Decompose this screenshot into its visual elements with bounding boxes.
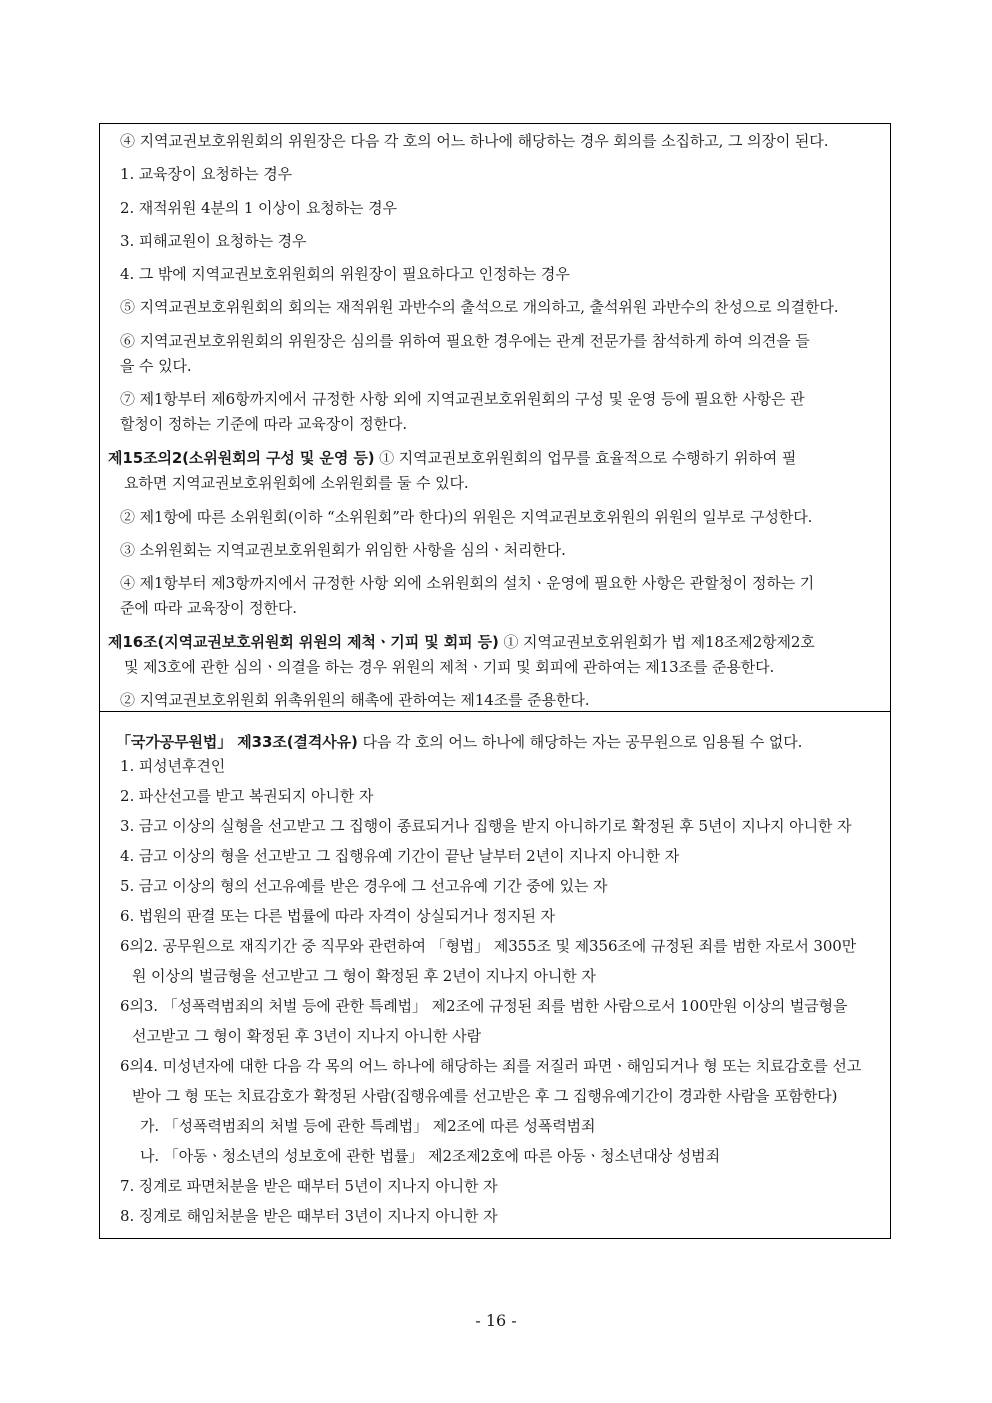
disqualification-item-4: 4. 금고 이상의 형을 선고받고 그 집행유예 기간이 끝난 날부터 2년이 지나지 아니한 자 [120, 847, 680, 865]
article-15-2-paragraph-3: ③ 소위원회는 지역교권보호위원회가 위임한 사항을 심의ㆍ처리한다. [120, 541, 566, 559]
paragraph-6-line-2: 을 수 있다. [120, 357, 192, 375]
article-16-paragraph-2: ② 지역교권보호위원회 위촉위원의 해촉에 관하여는 제14조를 준용한다. [120, 691, 590, 709]
paragraph-7-line-2: 할청이 정하는 기준에 따라 교육장이 정한다. [120, 415, 408, 433]
disqualification-item-6-4-sub-b: 나. 「아동ㆍ청소년의 성보호에 관한 법률」 제2조제2호에 따른 아동ㆍ청소년대상 성범죄 [140, 1147, 720, 1165]
disqualification-item-6-2-line-1: 6의2. 공무원으로 재직기간 중 직무와 관련하여 「형법」 제355조 및 제356조에 규정된 죄를 범한 자로서 300만 [120, 937, 857, 955]
disqualification-item-5: 5. 금고 이상의 형의 선고유예를 받은 경우에 그 선고유예 기간 중에 있는 자 [120, 877, 608, 895]
disqualification-item-6-3-line-2: 선고받고 그 형이 확정된 후 3년이 지나지 아니한 사람 [132, 1027, 481, 1045]
disqualification-item-6-3-line-1: 6의3. 「성폭력범죄의 처벌 등에 관한 특례법」 제2조에 규정된 죄를 범한 사람으로서 100만원 이상의 벌금형을 [120, 997, 848, 1015]
article-16-line-2: 및 제3호에 관한 심의ㆍ의결을 하는 경우 위원의 제척ㆍ기피 및 회피에 관하여는 제13조를 준용한다. [124, 658, 775, 676]
paragraph-4-title: ④ 지역교권보호위원회의 위원장은 다음 각 호의 어느 하나에 해당하는 경우 회의를 소집하고, 그 의장이 된다. [120, 132, 829, 150]
disqualification-item-2: 2. 파산선고를 받고 복권되지 아니한 자 [120, 787, 374, 805]
article-15-2-paragraph-2: ② 제1항에 따른 소위원회(이하 “소위원회”라 한다)의 위원은 지역교권보호위원의 위원의 일부로 구성한다. [120, 508, 813, 526]
disqualification-item-6-4-line-1: 6의4. 미성년자에 대한 다음 각 목의 어느 하나에 해당하는 죄를 저질러 파면ㆍ해임되거나 형 또는 치료감호를 선고 [120, 1057, 862, 1075]
article-33-text: 다음 각 호의 어느 하나에 해당하는 자는 공무원으로 임용될 수 없다. [357, 733, 803, 751]
disqualification-item-6-4-sub-a: 가. 「성폭력범죄의 처벌 등에 관한 특례법」 제2조에 따른 성폭력범죄 [140, 1117, 596, 1135]
disqualification-item-8: 8. 징계로 해임처분을 받은 때부터 3년이 지나지 아니한 자 [120, 1207, 498, 1225]
page-number: - 16 - [475, 1311, 517, 1330]
paragraph-6-line-1: ⑥ 지역교권보호위원회의 위원장은 심의를 위하여 필요한 경우에는 관계 전문가를 참석하게 하여 의견을 들 [120, 332, 810, 350]
article-15-2-line-2: 요하면 지역교권보호위원회에 소위원회를 둘 수 있다. [124, 474, 469, 492]
article-15-2-line-1 [108, 448, 796, 468]
disqualification-item-6: 6. 법원의 판결 또는 다른 법률에 따라 자격이 상실되거나 정지된 자 [120, 907, 555, 925]
article-15-2-text: ① 지역교권보호위원회의 업무를 효율적으로 수행하기 위하여 필 [374, 449, 797, 467]
article-16-line-1 [108, 632, 815, 652]
paragraph-4-item-1: 1. 교육장이 요청하는 경우 [120, 165, 293, 183]
disqualification-item-6-2-line-2: 원 이상의 벌금형을 선고받고 그 형이 확정된 후 2년이 지나지 아니한 자 [132, 967, 596, 985]
article-15-2-paragraph-4-line-2: 준에 따라 교육장이 정한다. [120, 599, 297, 617]
disqualification-item-6-4-line-2: 받아 그 형 또는 치료감호가 확정된 사람(집행유예를 선고받은 후 그 집행유예기간이 경과한 사람을 포함한다) [132, 1087, 838, 1105]
article-16-heading: 제16조(지역교권보호위원회 위원의 제척ㆍ기피 및 회피 등) [108, 633, 499, 651]
civil-service-act-article-33 [116, 732, 802, 752]
article-15-2-heading: 제15조의2(소위원회의 구성 및 운영 등) [108, 449, 375, 467]
disqualification-item-1: 1. 피성년후견인 [120, 757, 226, 775]
disqualification-item-7: 7. 징계로 파면처분을 받은 때부터 5년이 지나지 아니한 자 [120, 1177, 498, 1195]
paragraph-7-line-1: ⑦ 제1항부터 제6항까지에서 규정한 사항 외에 지역교권보호위원회의 구성 및 운영 등에 필요한 사항은 관 [120, 390, 805, 408]
paragraph-4-item-2: 2. 재적위원 4분의 1 이상이 요청하는 경우 [120, 199, 397, 217]
article-16-text: ① 지역교권보호위원회가 법 제18조제2항제2호 [498, 633, 815, 651]
article-33-heading: 「국가공무원법」 제33조(결격사유) [116, 733, 358, 751]
paragraph-4-item-4: 4. 그 밖에 지역교권보호위원회의 위원장이 필요하다고 인정하는 경우 [120, 265, 570, 283]
paragraph-4-item-3: 3. 피해교원이 요청하는 경우 [120, 232, 307, 250]
paragraph-5: ⑤ 지역교권보호위원회의 회의는 재적위원 과반수의 출석으로 개의하고, 출석위원 과반수의 찬성으로 의결한다. [120, 298, 839, 316]
disqualification-item-3: 3. 금고 이상의 실형을 선고받고 그 집행이 종료되거나 집행을 받지 아니하기로 확정된 후 5년이 지나지 아니한 자 [120, 817, 852, 835]
article-15-2-paragraph-4-line-1: ④ 제1항부터 제3항까지에서 규정한 사항 외에 소위원회의 설치ㆍ운영에 필요한 사항은 관할청이 정하는 기 [120, 574, 815, 592]
